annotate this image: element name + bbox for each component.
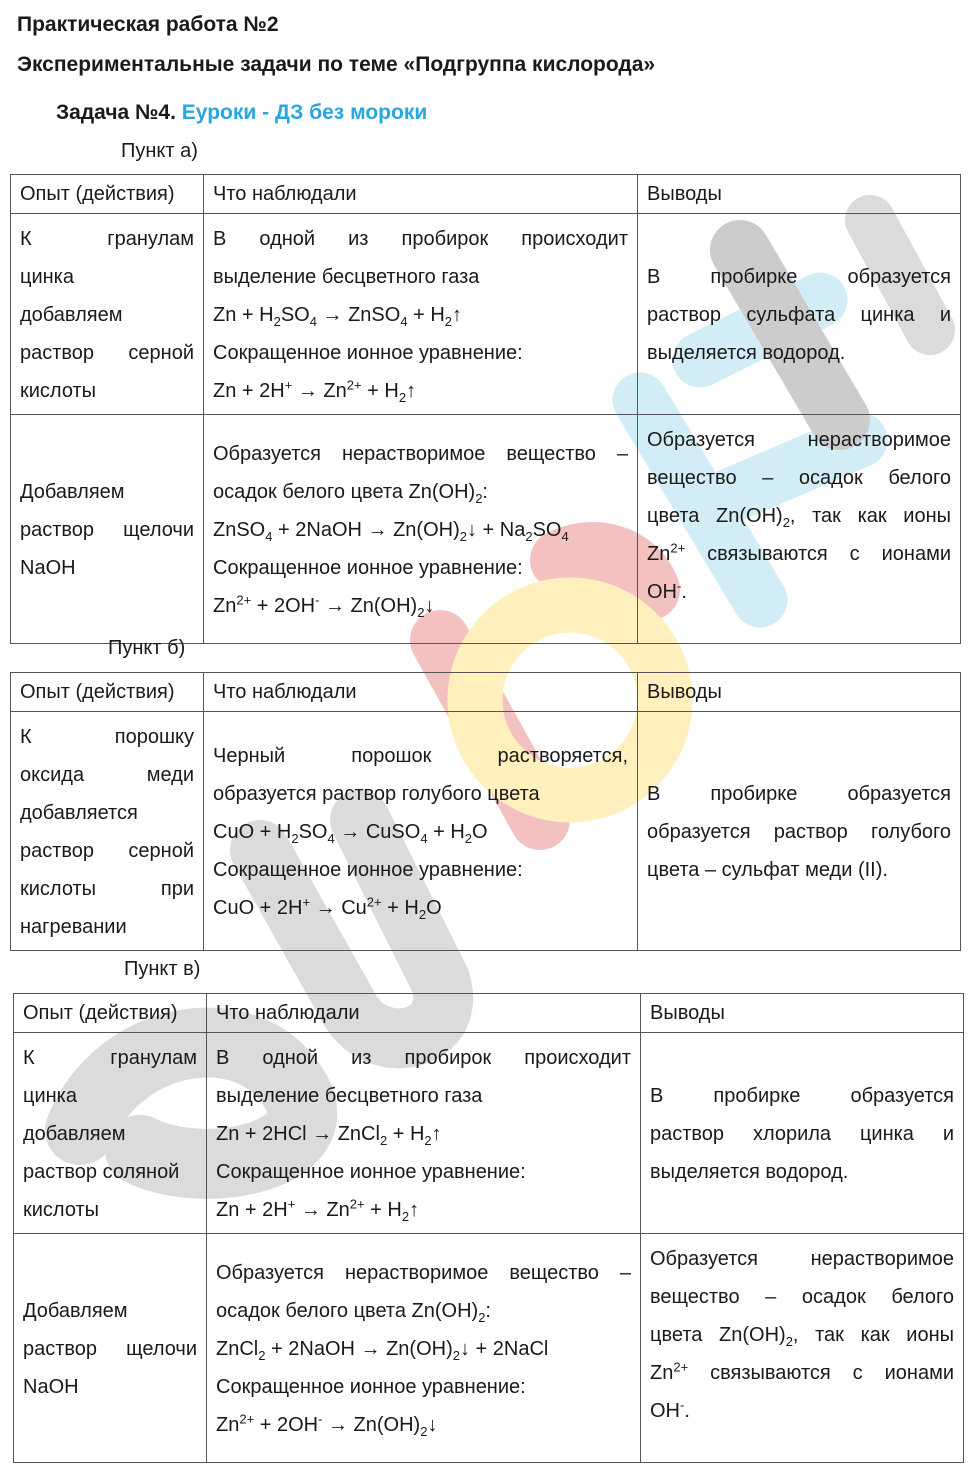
observation-cell (204, 712, 638, 951)
ionic-equation-label: Сокращенное ионное уравнение: (213, 557, 523, 579)
table-row (14, 1234, 964, 1463)
table-row (14, 1033, 964, 1234)
col-header-observed: Что наблюдали (204, 175, 638, 214)
task-number: Задача №4. (56, 101, 176, 124)
table-header-row (11, 175, 961, 214)
action-line: кислоты (20, 380, 97, 402)
conclusion-line: раствор сульфата цинка и (647, 304, 951, 326)
punkt-v-table (13, 993, 964, 1463)
conclusion-line: В пробирке образуется (647, 783, 951, 805)
action-line: цинка (20, 266, 74, 288)
ionic-equation-label: Сокращенное ионное уравнение: (216, 1161, 526, 1183)
observation-line: В одной из пробирок происходит (216, 1047, 631, 1069)
col-header-observed: Что наблюдали (204, 673, 638, 712)
punkt-a-label: Пункт а) (121, 140, 198, 162)
ionic-equation: $Zn + 2H^+ \to Zn^{2+}$ + $H_2↑$ (213, 377, 417, 405)
action-line: Добавляем (23, 1300, 128, 1322)
table-header-row (14, 994, 964, 1033)
action-cell (14, 1033, 207, 1234)
observation-cell (207, 1033, 641, 1234)
conclusion-line: $Zn^{2+}$ связываются с ионами (647, 540, 951, 565)
conclusion-line: образуется раствор голубого (647, 821, 951, 843)
molecular-equation: $Zn + H_2SO_4$ → ZnSO$_4$ + $H_2↑$ (213, 304, 463, 329)
observation-line: Черный порошок растворяется, (213, 745, 628, 767)
conclusion-line: Образуется нерастворимое (650, 1248, 954, 1270)
observation-line: Образуется нерастворимое вещество – (213, 443, 628, 465)
action-line: Добавляем (20, 481, 125, 503)
col-header-conclusions: Выводы (638, 673, 961, 712)
conclusion-line: Образуется нерастворимое (647, 429, 951, 451)
table-header-row (11, 673, 961, 712)
action-line: кислоты (23, 1199, 100, 1221)
col-header-conclusions: Выводы (641, 994, 964, 1033)
action-line: нагревании (20, 916, 127, 938)
ionic-equation-label: Сокращенное ионное уравнение: (216, 1376, 526, 1398)
action-line: кислоты при (20, 878, 194, 900)
observation-line: образуется раствор голубого цвета (213, 783, 540, 805)
conclusion-cell (638, 712, 961, 951)
conclusion-line: выделяется водород. (647, 342, 846, 364)
observation-cell (204, 415, 638, 644)
punkt-a-table (10, 174, 961, 644)
action-line: раствор щелочи (23, 1338, 197, 1360)
action-cell (11, 214, 204, 415)
observation-cell (207, 1234, 641, 1463)
molecular-equation: CuO + $H_2SO_4$ → CuSO$_4$ + $H_2O$ (213, 821, 488, 846)
observation-cell (204, 214, 638, 415)
task-heading (56, 101, 427, 125)
action-line: К гранулам (23, 1047, 197, 1069)
conclusion-line: вещество – осадок белого (650, 1286, 954, 1308)
action-line: раствор щелочи (20, 519, 194, 541)
table-row (11, 712, 961, 951)
conclusion-cell (638, 214, 961, 415)
conclusion-line: цвета $Zn(OH)_2$, так как ионы (647, 505, 952, 530)
conclusion-line: цвета $Zn(OH)_2$, так как ионы (650, 1324, 955, 1349)
ionic-equation: $Zn^{2+} + 2OH^-$ → $Zn(OH)_2↓$ (216, 1411, 438, 1439)
action-line: добавляем (20, 304, 123, 326)
action-line: раствор серной (20, 840, 194, 862)
punkt-b-label: Пункт б) (108, 637, 186, 659)
conclusion-line: раствор хлорила цинка и (650, 1123, 954, 1145)
observation-line: Образуется нерастворимое вещество – (216, 1262, 631, 1284)
conclusion-cell (638, 415, 961, 644)
col-header-conclusions: Выводы (638, 175, 961, 214)
euroki-link[interactable]: Еуроки - ДЗ без мороки (181, 101, 428, 124)
action-cell (14, 1234, 207, 1463)
col-header-action: Опыт (действия) (11, 175, 204, 214)
action-line: раствор соляной (23, 1161, 180, 1183)
observation-line: осадок белого цвета $Zn(OH)_2$: (213, 481, 488, 506)
col-header-action: Опыт (действия) (11, 673, 204, 712)
action-line: К порошку (20, 726, 194, 748)
action-cell (11, 712, 204, 951)
conclusion-line: В пробирке образуется (647, 266, 951, 288)
conclusion-line: вещество – осадок белого (647, 467, 951, 489)
conclusion-line: $Zn^{2+}$ связываются с ионами (650, 1359, 954, 1384)
worksheet-subtitle: Экспериментальные задачи по теме «Подгруппа кислорода» (17, 53, 656, 76)
col-header-action: Опыт (действия) (14, 994, 207, 1033)
action-line: добавляем (23, 1123, 126, 1145)
action-line: NaOH (20, 557, 76, 579)
worksheet-title: Практическая работа №2 (17, 13, 279, 36)
action-cell (11, 415, 204, 644)
conclusion-cell (641, 1234, 964, 1463)
molecular-equation: Zn + 2HCl → ZnCl$_2$ + $H_2↑$ (216, 1123, 442, 1148)
observation-line: выделение бесцветного газа (216, 1085, 483, 1107)
molecular-equation: ZnCl$_2$ + 2NaOH → $Zn(OH)_2↓$ + 2NaCl (216, 1338, 549, 1363)
ionic-equation: $Zn + 2H^+ \to Zn^{2+}$ + $H_2↑$ (216, 1196, 420, 1224)
action-line: К гранулам (20, 228, 194, 250)
conclusion-line: OH-. (647, 578, 687, 603)
molecular-equation: ZnSO$_4$ + 2NaOH → $Zn(OH)_2↓ + Na_2SO_4$ (213, 519, 569, 544)
conclusion-line: В пробирке образуется (650, 1085, 954, 1107)
action-line: NaOH (23, 1376, 79, 1398)
ionic-equation: $Zn^{2+} + 2OH^-$ → $Zn(OH)_2↓$ (213, 592, 435, 620)
table-row (11, 415, 961, 644)
punkt-v-label: Пункт в) (124, 958, 201, 980)
conclusion-cell (641, 1033, 964, 1234)
action-line: добавляется (20, 802, 138, 824)
punkt-b-table (10, 672, 961, 951)
observation-line: выделение бесцветного газа (213, 266, 480, 288)
conclusion-line: цвета – сульфат меди (II). (647, 859, 888, 881)
observation-line: осадок белого цвета $Zn(OH)_2$: (216, 1300, 491, 1325)
observation-line: В одной из пробирок происходит (213, 228, 628, 250)
ionic-equation-label: Сокращенное ионное уравнение: (213, 342, 523, 364)
action-line: оксида меди (20, 764, 194, 786)
ionic-equation-label: Сокращенное ионное уравнение: (213, 859, 523, 881)
action-line: цинка (23, 1085, 77, 1107)
action-line: раствор серной (20, 342, 194, 364)
table-row (11, 214, 961, 415)
ionic-equation: CuO + $2H^+ \to Cu^{2+} + H_2O$ (213, 894, 442, 922)
conclusion-line: выделяется водород. (650, 1161, 849, 1183)
col-header-observed: Что наблюдали (207, 994, 641, 1033)
conclusion-line: OH-. (650, 1397, 690, 1422)
